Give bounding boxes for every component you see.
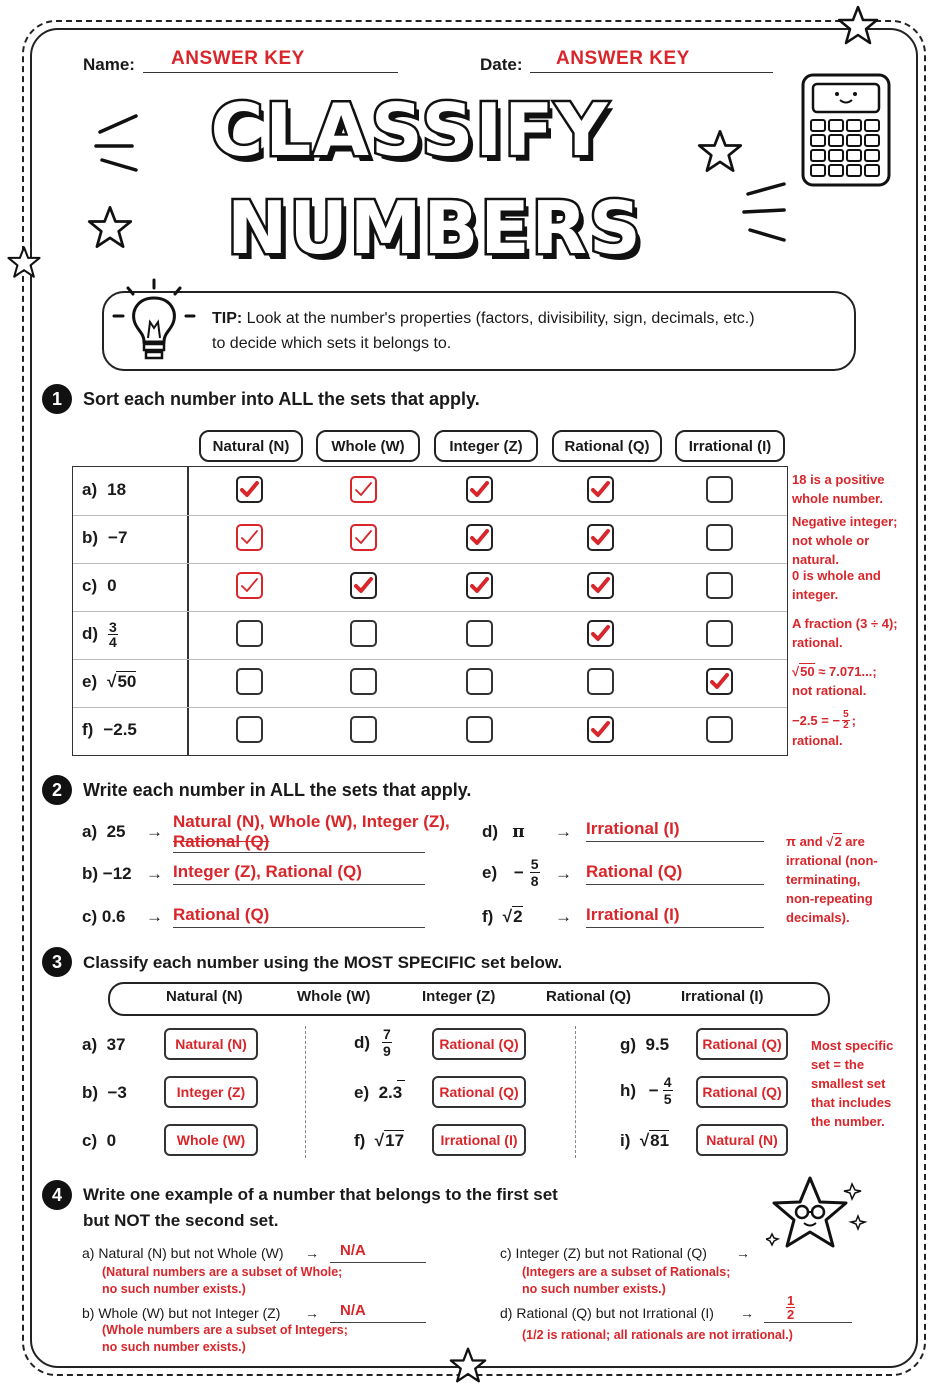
checkbox-rational[interactable] bbox=[587, 668, 614, 695]
checkbox-rational[interactable] bbox=[587, 572, 614, 599]
checkbox-natural[interactable] bbox=[236, 716, 263, 743]
checkbox-natural[interactable] bbox=[236, 620, 263, 647]
bank-natural: Natural (N) bbox=[166, 988, 243, 1005]
section1-number: 1 bbox=[42, 384, 72, 414]
s4-item-b-answer-field[interactable] bbox=[330, 1304, 426, 1323]
column-header-irrational: Irrational (I) bbox=[675, 430, 785, 462]
s3-item-g-answer[interactable]: Rational (Q) bbox=[696, 1028, 788, 1060]
row-label: e) √50 bbox=[82, 672, 137, 691]
checkbox-whole[interactable] bbox=[350, 620, 377, 647]
row-note: 18 is a positive whole number. bbox=[792, 472, 885, 506]
checkbox-natural[interactable] bbox=[236, 524, 263, 551]
s3-item-f-label: f) √17 bbox=[354, 1131, 405, 1150]
s4-item-c-explanation: (Integers are a subset of Rationals; no such number exists.) bbox=[522, 1265, 731, 1296]
checkbox-rational[interactable] bbox=[587, 716, 614, 743]
s3-item-b-label: b) −3 bbox=[82, 1083, 127, 1102]
section4-number: 4 bbox=[42, 1180, 72, 1210]
checkbox-integer[interactable] bbox=[466, 716, 493, 743]
section1-title: Sort each number into ALL the sets that apply. bbox=[83, 389, 480, 409]
s2-item-a-answer-line1: Natural (N), Whole (W), Integer (Z), bbox=[173, 812, 450, 831]
column-divider bbox=[305, 1026, 306, 1158]
row-divider bbox=[73, 515, 787, 516]
column-header-whole: Whole (W) bbox=[316, 430, 420, 462]
checkbox-irrational[interactable] bbox=[706, 524, 733, 551]
row-label: a) 18 bbox=[82, 480, 127, 499]
arrow-icon: → bbox=[555, 864, 572, 883]
column-divider bbox=[575, 1026, 576, 1158]
arrow-icon: → bbox=[555, 822, 572, 841]
checkbox-whole[interactable] bbox=[350, 476, 377, 503]
bank-integer: Integer (Z) bbox=[422, 988, 496, 1005]
s3-item-d-label: d) $\frac{7}{9}$ bbox=[354, 1026, 391, 1059]
checkbox-irrational[interactable] bbox=[706, 572, 733, 599]
name-value: ANSWER KEY bbox=[171, 48, 305, 69]
name-field[interactable] bbox=[143, 48, 398, 73]
arrow-icon: → bbox=[305, 1245, 319, 1261]
s4-item-a-answer-field[interactable] bbox=[330, 1244, 426, 1263]
s2-item-a-answer-line2: Rational (Q) bbox=[173, 832, 270, 851]
repeating-bar bbox=[397, 1080, 405, 1081]
section2-title: Write each number in ALL the sets that apply. bbox=[83, 780, 472, 800]
s3-item-i-answer[interactable]: Natural (N) bbox=[696, 1124, 788, 1156]
s2-item-b-answer-field[interactable] bbox=[173, 862, 425, 885]
s4-item-a-explanation: (Natural numbers are a subset of Whole; no such number exists.) bbox=[102, 1265, 343, 1296]
sparkle-lines-icon bbox=[92, 104, 144, 176]
checkbox-natural[interactable] bbox=[236, 476, 263, 503]
row-label: c) 0 bbox=[82, 576, 117, 595]
row-divider bbox=[73, 707, 787, 708]
checkbox-whole[interactable] bbox=[350, 668, 377, 695]
arrow-icon: → bbox=[305, 1305, 319, 1321]
s4-item-a-label: a) Natural (N) but not Whole (W) bbox=[82, 1245, 284, 1261]
s2-item-f-answer-field[interactable] bbox=[586, 905, 764, 928]
s2-item-f-answer: Irrational (I) bbox=[586, 905, 680, 924]
s3-item-h-answer[interactable]: Rational (Q) bbox=[696, 1076, 788, 1108]
checkbox-whole[interactable] bbox=[350, 716, 377, 743]
column-header-integer: Integer (Z) bbox=[434, 430, 538, 462]
star-icon bbox=[448, 1346, 488, 1384]
checkmark-icon bbox=[589, 574, 612, 597]
title-line1: CLASSIFY bbox=[210, 88, 610, 172]
s2-item-b-answer: Integer (Z), Rational (Q) bbox=[173, 862, 362, 881]
bank-rational: Rational (Q) bbox=[546, 988, 631, 1005]
s2-item-f-label: f) √2 bbox=[482, 907, 523, 926]
s2-item-b-label: b) −12 bbox=[82, 864, 132, 883]
checkmark-icon bbox=[238, 574, 261, 597]
s4-item-d-answer: $\frac{1}{2}$ bbox=[787, 1293, 795, 1322]
checkbox-rational[interactable] bbox=[587, 620, 614, 647]
row-note: √50 ≈ 7.071...; not rational. bbox=[792, 664, 877, 698]
s4-item-d-answer-field[interactable] bbox=[764, 1294, 852, 1323]
checkbox-integer[interactable] bbox=[466, 668, 493, 695]
star-icon bbox=[86, 204, 134, 250]
checkmark-icon bbox=[708, 670, 731, 693]
s2-item-a-label: a) 25 bbox=[82, 822, 126, 841]
section4-title-line2: but NOT the second set. bbox=[83, 1211, 279, 1230]
row-divider bbox=[73, 563, 787, 564]
column-header-rational: Rational (Q) bbox=[552, 430, 662, 462]
row-label: b) −7 bbox=[82, 528, 128, 547]
checkbox-natural[interactable] bbox=[236, 668, 263, 695]
checkbox-integer[interactable] bbox=[466, 572, 493, 599]
checkbox-integer[interactable] bbox=[466, 620, 493, 647]
date-label: Date: bbox=[480, 55, 523, 74]
arrow-icon: → bbox=[146, 822, 163, 841]
bank-whole: Whole (W) bbox=[297, 988, 371, 1005]
section2-number: 2 bbox=[42, 775, 72, 805]
row-label: f) −2.5 bbox=[82, 720, 137, 739]
star-icon bbox=[836, 4, 880, 46]
row-note: −2.5 = − $\frac{5}{2}$ ; rational. bbox=[792, 709, 856, 748]
column-header-natural: Natural (N) bbox=[199, 430, 303, 462]
checkmark-icon bbox=[468, 526, 491, 549]
row-divider bbox=[73, 659, 787, 660]
s4-item-d-explanation: (1/2 is rational; all rationals are not irrational.) bbox=[522, 1328, 793, 1342]
checkmark-icon bbox=[589, 478, 612, 501]
s4-item-b-explanation: (Whole numbers are a subset of Integers; no such number exists.) bbox=[102, 1323, 348, 1354]
bank-irrational: Irrational (I) bbox=[681, 988, 764, 1005]
checkmark-icon bbox=[468, 574, 491, 597]
checkmark-icon bbox=[238, 478, 261, 501]
name-label: Name: bbox=[83, 55, 135, 74]
checkbox-irrational[interactable] bbox=[706, 716, 733, 743]
section2-note: π and √2 are irrational (non- terminating, non-repeating decimals). bbox=[786, 834, 878, 925]
checkbox-rational[interactable] bbox=[587, 524, 614, 551]
lightbulb-icon bbox=[108, 276, 200, 364]
checkbox-irrational[interactable] bbox=[706, 620, 733, 647]
s3-item-f-answer[interactable]: Irrational (I) bbox=[432, 1124, 526, 1156]
tip-line1: TIP: Look at the number's properties (factors, divisibility, sign, decimals, etc.) bbox=[212, 310, 755, 327]
section3-title: Classify each number using the MOST SPECIFIC set below. bbox=[83, 953, 563, 972]
arrow-icon: → bbox=[146, 864, 163, 883]
s2-item-e-answer-field[interactable] bbox=[586, 862, 764, 885]
s2-item-e-label: e) − $\frac{5}{8}$ bbox=[482, 856, 539, 889]
sort-table bbox=[72, 466, 788, 756]
s2-item-c-answer-field[interactable] bbox=[173, 905, 425, 928]
s3-item-h-label: h) − $\frac{4}{5}$ bbox=[620, 1074, 672, 1107]
checkbox-integer[interactable] bbox=[466, 476, 493, 503]
checkbox-irrational[interactable] bbox=[706, 476, 733, 503]
s3-item-i-label: i) √81 bbox=[620, 1131, 670, 1150]
checkmark-icon bbox=[352, 526, 375, 549]
s4-item-a-answer: N/A bbox=[340, 1242, 366, 1259]
date-value: ANSWER KEY bbox=[556, 48, 690, 69]
section3-note: Most specific set = the smallest set that includes the number. bbox=[811, 1038, 894, 1129]
arrow-icon: → bbox=[555, 907, 572, 926]
checkmark-icon bbox=[238, 526, 261, 549]
checkmark-icon bbox=[468, 478, 491, 501]
checkbox-whole[interactable] bbox=[350, 572, 377, 599]
s2-item-d-answer: Irrational (I) bbox=[586, 819, 680, 838]
s2-item-d-answer-field[interactable] bbox=[586, 819, 764, 842]
s3-item-a-answer[interactable]: Natural (N) bbox=[164, 1028, 258, 1060]
s3-item-e-label: e) 2.3 bbox=[354, 1083, 403, 1102]
s3-item-e-answer[interactable]: Rational (Q) bbox=[432, 1076, 526, 1108]
s3-item-g-label: g) 9.5 bbox=[620, 1035, 670, 1054]
tip-line2: to decide which sets it belongs to. bbox=[212, 335, 452, 352]
s3-item-c-label: c) 0 bbox=[82, 1131, 117, 1150]
s3-item-a-label: a) 37 bbox=[82, 1035, 126, 1054]
arrow-icon: → bbox=[740, 1305, 754, 1321]
sparkle-lines-icon bbox=[740, 182, 792, 254]
row-divider bbox=[73, 611, 787, 612]
checkmark-icon bbox=[589, 718, 612, 741]
checkbox-whole[interactable] bbox=[350, 524, 377, 551]
arrow-icon: → bbox=[146, 907, 163, 926]
section4-title-line1: Write one example of a number that belongs to the first set bbox=[83, 1185, 558, 1204]
star-icon bbox=[696, 128, 744, 174]
s4-item-c-label: c) Integer (Z) but not Rational (Q) bbox=[500, 1245, 707, 1261]
checkbox-irrational[interactable] bbox=[706, 668, 733, 695]
s4-item-d-label: d) Rational (Q) but not Irrational (I) bbox=[500, 1305, 714, 1321]
s2-item-a-answer-field[interactable] bbox=[173, 832, 425, 853]
star-mascot-icon bbox=[766, 1172, 876, 1262]
s4-item-b-answer: N/A bbox=[340, 1302, 366, 1319]
s4-item-b-label: b) Whole (W) but not Integer (Z) bbox=[82, 1305, 281, 1321]
s2-item-c-answer: Rational (Q) bbox=[173, 905, 270, 924]
s3-item-c-answer[interactable]: Whole (W) bbox=[164, 1124, 258, 1156]
checkmark-icon bbox=[352, 574, 375, 597]
s2-item-d-label: d) π bbox=[482, 822, 525, 842]
title-line2: NUMBERS bbox=[227, 186, 643, 270]
arrow-icon: → bbox=[736, 1245, 750, 1261]
row-note: 0 is whole and integer. bbox=[792, 568, 881, 602]
row-label: d) $\frac{3}{4}$ bbox=[82, 618, 117, 650]
checkbox-integer[interactable] bbox=[466, 524, 493, 551]
checkmark-icon bbox=[589, 526, 612, 549]
s2-item-e-answer: Rational (Q) bbox=[586, 862, 683, 881]
checkmark-icon bbox=[589, 622, 612, 645]
section3-number: 3 bbox=[42, 947, 72, 977]
calculator-icon bbox=[800, 72, 892, 188]
row-note: A fraction (3 ÷ 4); rational. bbox=[792, 616, 898, 650]
star-icon bbox=[6, 244, 42, 280]
checkbox-natural[interactable] bbox=[236, 572, 263, 599]
date-field[interactable] bbox=[530, 48, 773, 73]
checkmark-icon bbox=[352, 478, 375, 501]
s3-item-b-answer[interactable]: Integer (Z) bbox=[164, 1076, 258, 1108]
s3-item-d-answer[interactable]: Rational (Q) bbox=[432, 1028, 526, 1060]
row-note: Negative integer; not whole or natural. bbox=[792, 514, 898, 567]
checkbox-rational[interactable] bbox=[587, 476, 614, 503]
s2-item-c-label: c) 0.6 bbox=[82, 907, 126, 926]
